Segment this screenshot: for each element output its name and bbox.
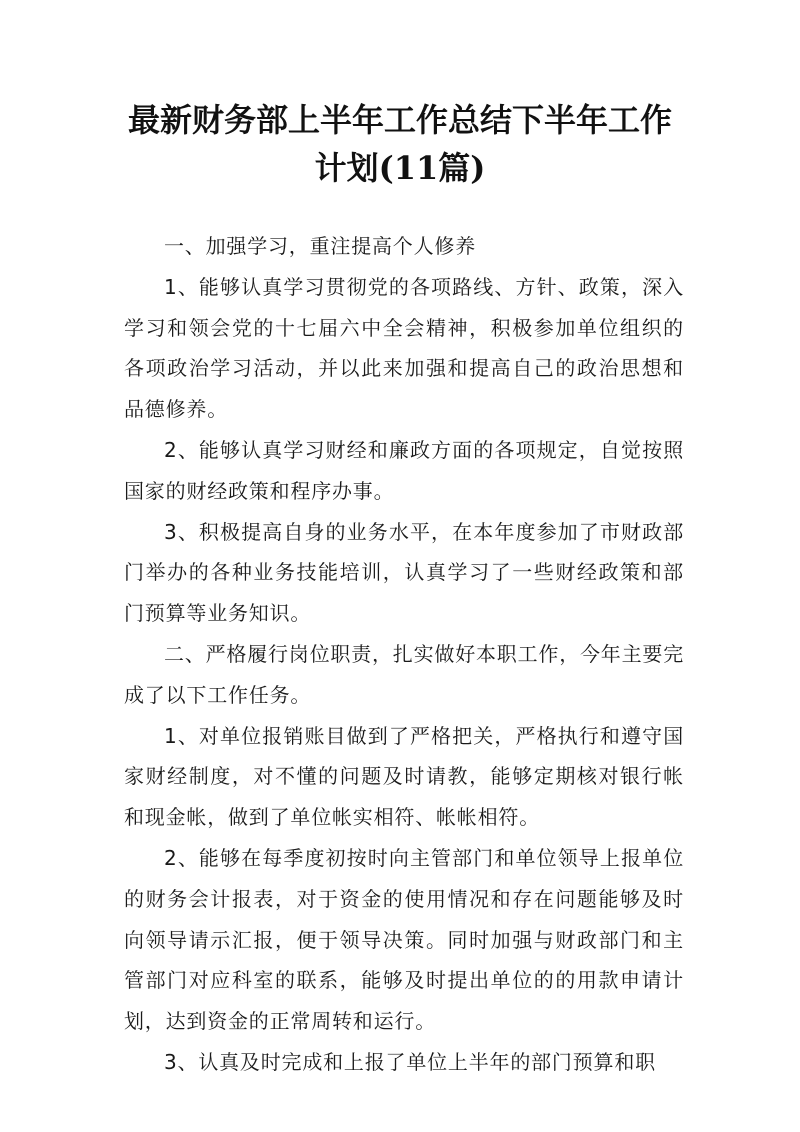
section-heading-2: 二、严格履行岗位职责，扎实做好本职工作，今年主要完成了以下工作任务。 xyxy=(124,641,684,707)
section-heading-1: 一、加强学习，重注提高个人修养 xyxy=(164,234,476,258)
paragraph: 3、认真及时完成和上报了单位上半年的部门预算和职 xyxy=(164,1049,656,1074)
paragraph: 2、能够认真学习财经和廉政方面的各项规定，自觉按照国家的财经政策和程序办事。 xyxy=(124,437,684,503)
paragraph: 1、能够认真学习贯彻党的各项路线、方针、政策，深入学习和领会党的十七届六中全会精神，积极参加单位组织的各项政治学习活动，并以此来加强和提高自己的政治思想和品德修养。 xyxy=(124,274,684,422)
paragraph: 3、积极提高自身的业务水平，在本年度参加了市财政部门举办的各种业务技能培训，认真学习了一些财经政策和部门预算等业务知识。 xyxy=(124,519,684,626)
paragraph: 1、对单位报销账目做到了严格把关，严格执行和遵守国家财经制度，对不懂的问题及时请教，能够定期核对银行帐和现金帐，做到了单位帐实相符、帐帐相符。 xyxy=(124,723,684,830)
document-title: 最新财务部上半年工作总结下半年工作计划(11篇) xyxy=(127,101,672,187)
paragraph: 2、能够在每季度初按时向主管部门和单位领导上报单位的财务会计报表，对于资金的使用情况和存在问题能够及时向领导请示汇报，便于领导决策。同时加强与财政部门和主管部门对应科室的联系，能够及时提出单位的的用款申请计划，达到资金的正常周转和运行。 xyxy=(124,845,684,1034)
document-body xyxy=(124,226,684,1083)
